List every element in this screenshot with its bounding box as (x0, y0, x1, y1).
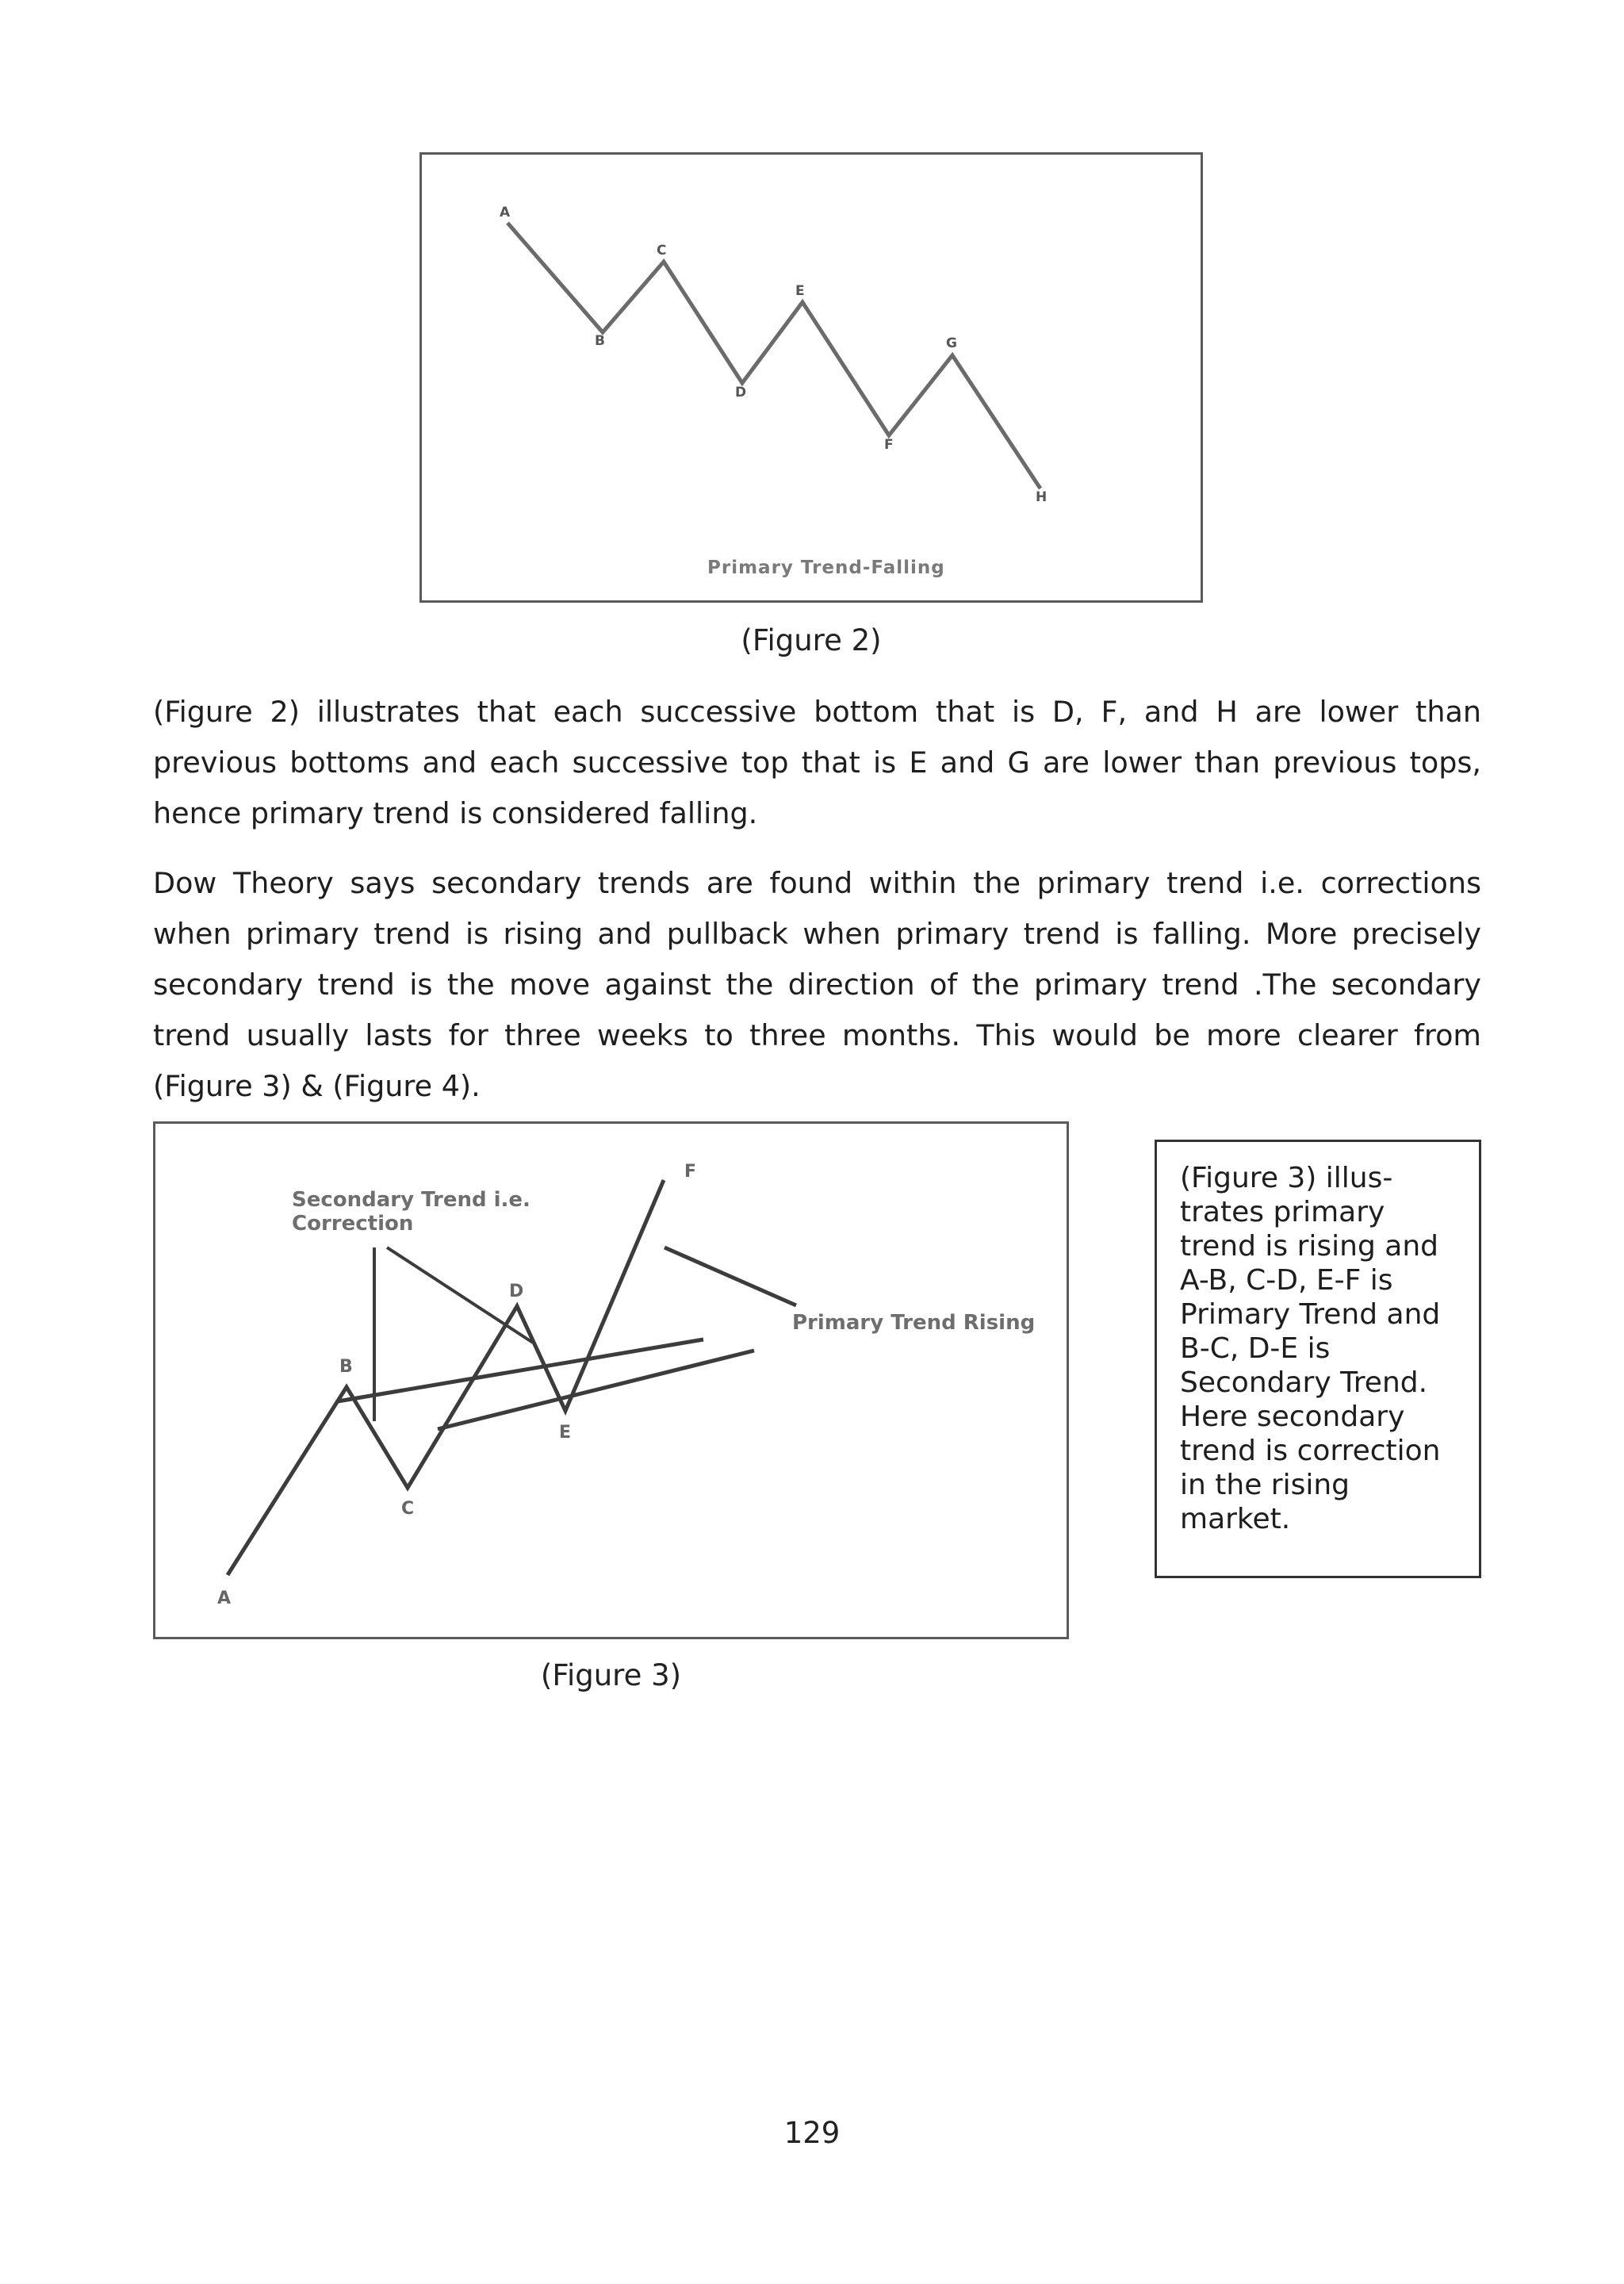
point-label-b: B (595, 333, 605, 349)
secondary-trend-annotation-line2: Correction (292, 1212, 414, 1236)
figure-2-title: Primary Trend-Falling (707, 558, 945, 578)
figure-2-svg (422, 155, 1201, 600)
point-label-f: F (684, 1162, 697, 1182)
rising-trend-line (228, 1180, 664, 1575)
point-label-b: B (339, 1357, 353, 1377)
point-label-h: H (1036, 489, 1048, 505)
figure-3-caption: (Figure 3) (540, 1658, 682, 1692)
falling-trend-line (508, 223, 1040, 489)
point-label-a: A (217, 1588, 232, 1608)
figure-2-chart (419, 152, 1203, 603)
point-label-d: D (509, 1282, 524, 1301)
paragraph-figure-2-explanation: (Figure 2) illustrates that each successive bottom that is D, F, and H are lower than previous bottoms and each successive top that is E and G are lower than previous tops, hence primary trend is considered falling. (153, 695, 1481, 830)
point-label-a: A (500, 205, 511, 220)
page-number: 129 (783, 2116, 841, 2150)
point-label-d: D (735, 385, 747, 400)
rising-channel-line-upper (338, 1339, 703, 1401)
point-label-c: C (657, 243, 667, 259)
point-label-e: E (795, 283, 805, 299)
point-label-c: C (401, 1499, 415, 1519)
point-label-f: F (884, 437, 894, 453)
figure-3-chart (153, 1121, 1069, 1639)
secondary-trend-annotation-line1: Secondary Trend i.e. (292, 1188, 530, 1212)
side-note-text: (Figure 3) illus- trates primary trend is rising and A-B, C-D, E-F is Primary Trend and B-C, D-E is Secondary Trend. Here secondary trend is correction in the rising market. (1180, 1162, 1441, 1535)
point-label-g: G (946, 335, 957, 351)
figure-2-caption: (Figure 2) (741, 623, 882, 657)
primary-trend-rising-pointer (665, 1247, 796, 1305)
figure-3-side-note (1155, 1140, 1481, 1578)
primary-trend-rising-label: Primary Trend Rising (792, 1311, 1036, 1335)
point-label-e: E (559, 1423, 572, 1443)
figure-3-svg (155, 1124, 1067, 1637)
paragraph-dow-theory: Dow Theory says secondary trends are found within the primary trend i.e. corrections when primary trend is rising and pullback when primary trend is falling. More precisely secondary trend is the move against the direction of the primary trend .The secondary trend usually lasts for three weeks to three months. This would be more clearer from (Figure 3) & (Figure 4). (153, 866, 1481, 1103)
